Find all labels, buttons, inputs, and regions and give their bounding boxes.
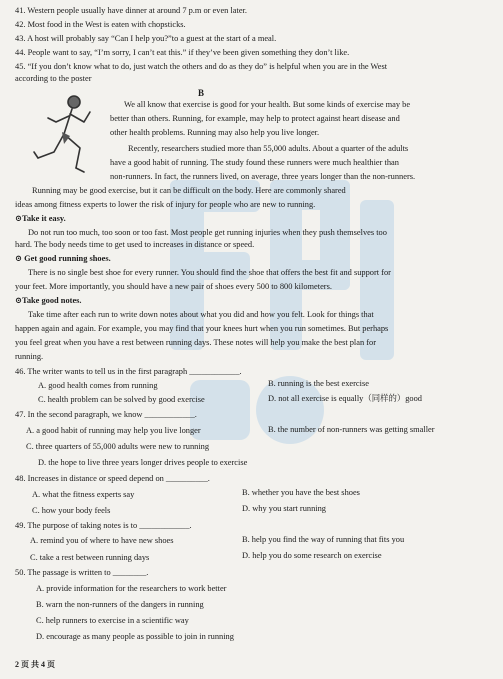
para1-line3: other health problems. Running may also help you live longer. — [110, 128, 320, 137]
para6-line2: happen again and again. For example, you may find that your knees hurt when you run sometimes. But perhaps — [15, 324, 389, 333]
q49-option-a: A. remind you of where to have new shoes — [30, 536, 174, 545]
para2-line3: non-runners. In fact, the runners lived, on average, three years longer than the non-runners. — [110, 172, 416, 181]
para1-line2: better than others. Running, for example, may help to protect against heart disease and — [110, 114, 400, 123]
para3-line1: Running may be good exercise, but it can be difficult on the body. Here are commonly shared — [32, 186, 346, 195]
q47-option-c: C. three quarters of 55,000 adults were new to running — [26, 442, 210, 451]
q48-option-d: D. why you start running — [242, 504, 326, 513]
para4-line2: hard. The body needs time to get used to increases in distance or speed. — [15, 240, 255, 249]
q46-option-c: C. health problem can be solved by good exercise — [38, 395, 205, 404]
q47-option-b: B. the number of non-runners was getting smaller — [268, 425, 435, 434]
question-46: 46. The writer wants to tell us in the first paragraph ____________. — [15, 367, 242, 376]
q48-option-a: A. what the fitness experts say — [32, 490, 135, 499]
question-41: 41. Western people usually have dinner at around 7 p.m or even later. — [15, 6, 247, 15]
q50-option-d: D. encourage as many people as possible to join in running — [36, 632, 234, 641]
page-footer: 2 页 共 4 页 — [15, 660, 55, 669]
q47-option-a: A. a good habit of running may help you live longer — [26, 426, 201, 435]
question-42: 42. Most food in the West is eaten with chopsticks. — [15, 20, 186, 29]
q50-option-a: A. provide information for the researchers to work better — [36, 584, 227, 593]
para2-line2: have a good habit of running. The study found these runners were much healthier than — [110, 158, 399, 167]
question-48: 48. Increases in distance or speed depend on __________. — [15, 474, 210, 483]
q46-option-b: B. running is the best exercise — [268, 379, 369, 388]
heading-take-it-easy: ⊙Take it easy. — [15, 214, 66, 223]
section-b-heading: B — [198, 88, 205, 98]
question-44: 44. People want to say, “I’m sorry, I can’t eat this.” if they’ve been given something they don’t like. — [15, 48, 350, 57]
q47-option-d: D. the hope to live three years longer drives people to exercise — [38, 458, 248, 467]
para2-line1: Recently, researchers studied more than 55,000 adults. About a quarter of the adults — [128, 144, 409, 153]
para1-line1: We all know that exercise is good for your health. But some kinds of exercise may be — [124, 100, 411, 109]
question-43: 43. A host will probably say “Can I help you?”to a guest at the start of a meal. — [15, 34, 277, 43]
question-47: 47. In the second paragraph, we know ____________. — [15, 410, 197, 419]
runner-illustration — [24, 92, 104, 184]
q49-option-d: D. help you do some research on exercise — [242, 551, 382, 560]
q50-option-c: C. help runners to exercise in a scientific way — [36, 616, 189, 625]
para5-line1: There is no single best shoe for every runner. You should find the shoe that offers the best fit and support for — [28, 268, 391, 277]
para6-line4: running. — [15, 352, 44, 361]
q50-option-b: B. warn the non-runners of the dangers in running — [36, 600, 204, 609]
para4-line1: Do not run too much, too soon or too fast. Most people get running injuries when they push themselves too — [28, 228, 387, 237]
para6-line3: you feel great when you have a rest between running days. These notes will help you make the best plan for — [15, 338, 377, 347]
q46-option-a: A. good health comes from running — [38, 381, 158, 390]
q49-option-c: C. take a rest between running days — [30, 553, 150, 562]
question-45-line1: 45. “If you don’t know what to do, just watch the others and do as they do” is helpful when you are in the West — [15, 62, 388, 71]
heading-good-notes: ⊙Take good notes. — [15, 296, 82, 305]
question-49: 49. The purpose of taking notes is to ____________. — [15, 521, 192, 530]
para5-line2: your feet. More importantly, you should have a new pair of shoes every 500 to 800 kilometers. — [15, 282, 332, 291]
para6-line1: Take time after each run to write down notes about what you did and how you felt. Look for things that — [28, 310, 374, 319]
q48-option-c: C. how your body feels — [32, 506, 111, 515]
heading-running-shoes: ⊙ Get good running shoes. — [15, 254, 111, 263]
question-45-line2: according to the poster — [15, 74, 92, 83]
para3-line2: ideas among fitness experts to lower the risk of injury for people who are new to running. — [15, 200, 316, 209]
q49-option-b: B. help you find the way of running that fits you — [242, 535, 405, 544]
q48-option-b: B. whether you have the best shoes — [242, 488, 360, 497]
question-50: 50. The passage is written to ________. — [15, 568, 149, 577]
q46-option-d: D. not all exercise is equally（同样的）good — [268, 394, 422, 403]
